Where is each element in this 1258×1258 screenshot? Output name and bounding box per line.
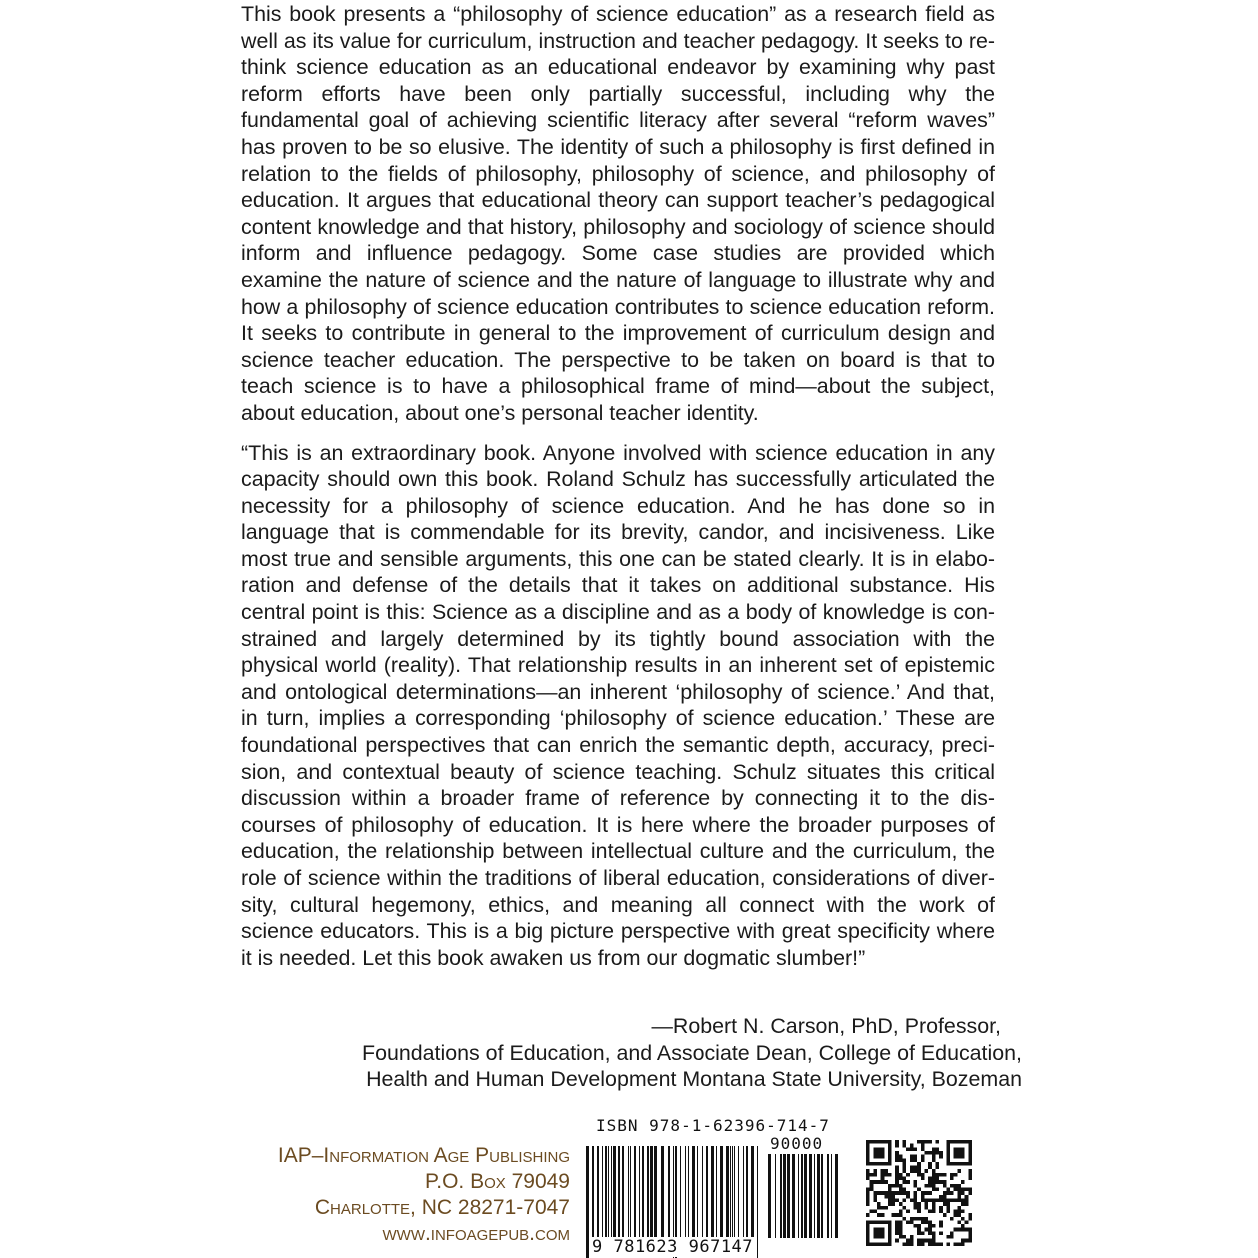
endorser-name: —Robert N. Carson, PhD, Professor, (651, 1014, 1001, 1038)
qr-code-icon (866, 1140, 972, 1246)
publisher-name: IAP–Information Age Publishing (277, 1144, 570, 1167)
publisher-website: www.infoagepub.com (382, 1222, 570, 1245)
publisher-city: Charlotte, NC 28271-7047 (314, 1196, 570, 1219)
endorser-affiliation-2: Health and Human Development Montana State University, Bozeman (366, 1067, 1022, 1092)
endorser-affiliation-1: Foundations of Education, and Associate Dean, College of Education, (362, 1040, 1022, 1065)
endorsement-quote: “This is an extraordinary book. Anyone involved with science education in any capacity should own this book. Roland Schulz has successfully articulated the necessity for a philosophy of science education. And he has done so in language that is commendable for its brevity, candor, and incisiveness. Like most true and sensible arguments, this one can be stated clearly. It is in elaboration and defense of the details that it takes on additional substance. His central point is this: Science as a discipline and as a body of knowledge is constrained and largely determined by its tightly bound association with the physical world (reality). That relationship results in an inherent set of epistemic and ontological determinations—an inherent ‘philosophy of science.’ And that, in turn, implies a corresponding ‘philosophy of science education.’ These are foundational perspectives that can enrich the semantic depth, accuracy, precision, and contextual beauty of science teaching. Schulz situates this critical discussion within a broader frame of reference by connecting it to the discourses of philosophy of education. It is here where the broader purposes of education, the relationship between intellectual culture and the curriculum, the role of science within the traditions of liberal education, considerations of diversity, cultural hegemony, ethics, and meaning all connect with the work of science educators. This is a big picture perspective with great specificity where it is needed. Let this book awaken us from our dogmatic slumber!” (241, 440, 995, 970)
addon-barcode (768, 1154, 840, 1258)
publisher-po-box: P.O. Box 79049 (424, 1170, 570, 1193)
endorsement-attribution (362, 1013, 1022, 1093)
barcode-addon-code: 90000 (770, 1134, 824, 1153)
book-description: This book presents a “philosophy of science education” as a research field as well as its value for curriculum, instruction and teacher pedagogy. It seeks to re-think science education as an educational endeavor by examining why past reform efforts have been only partially successful, including why the fundamental goal of achieving scientific literacy after several “reform waves” has proven to be so elusive. The identity of such a philosophy is first defined in relation to the fields of philosophy, philosophy of science, and philosophy of education. It argues that educational theory can support teacher’s pedagogical content knowledge and that history, philosophy and sociology of science should inform and influence pedagogy. Some case studies are provided which examine the nature of science and the nature of language to illustrate why and how a philosophy of science education contributes to science education reform. It seeks to contribute in general to the improvement of curriculum design and science teacher education. The perspective to be taken on board is that to teach science is to have a philosophical frame of mind—about the subject, about education, about one’s personal teacher identity. (241, 2, 995, 425)
back-cover-copy (241, 0, 995, 971)
isbn-label: ISBN 978-1-62396-714-7 (596, 1116, 830, 1135)
barcode-digits: 9 781623 967147 (592, 1237, 754, 1257)
publisher-address (278, 1143, 570, 1247)
